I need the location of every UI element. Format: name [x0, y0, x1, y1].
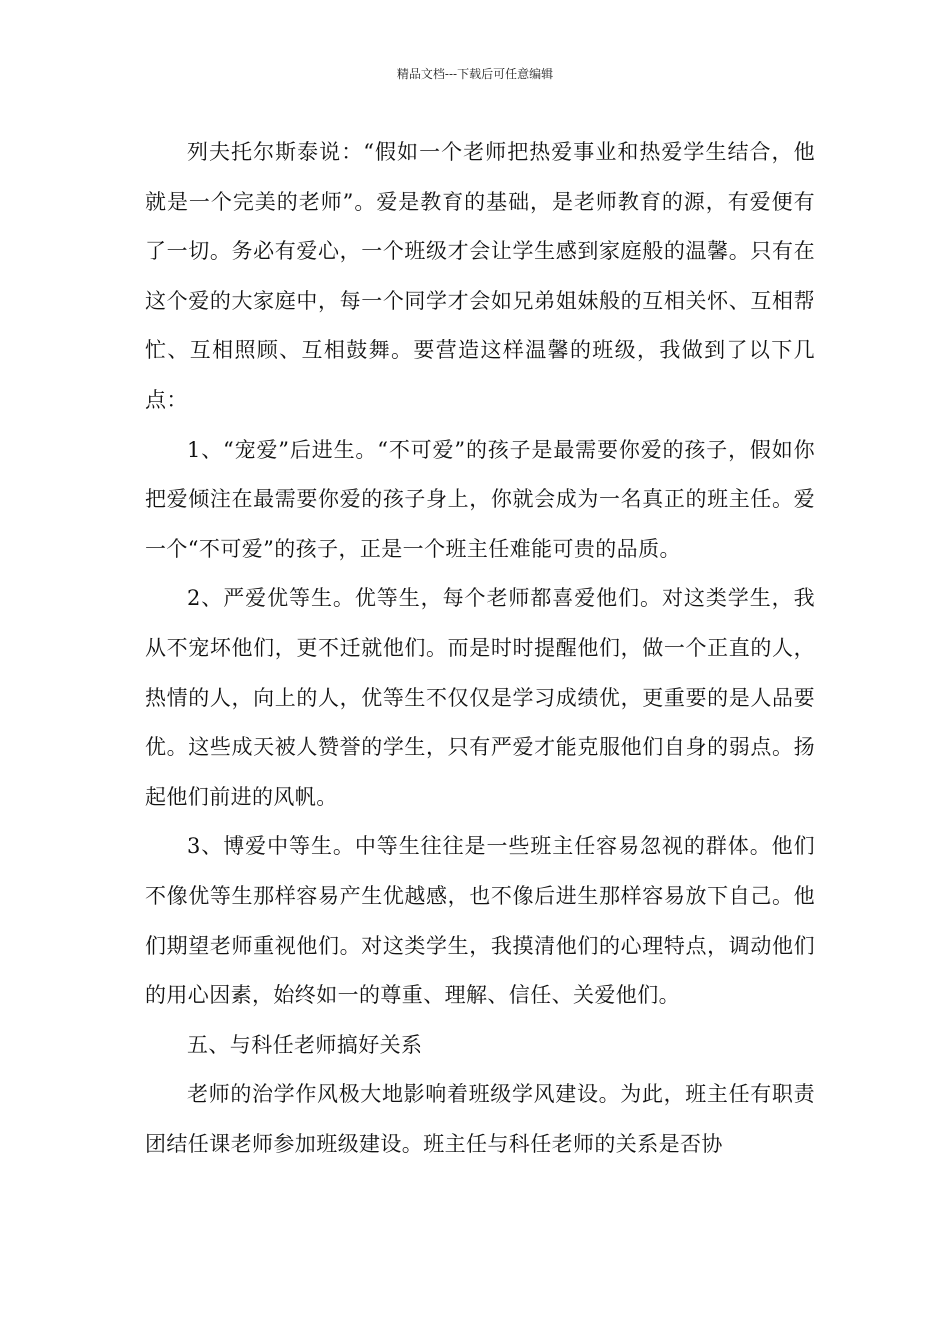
- paragraph-point-1: 1、“宠爱”后进生。“不可爱”的孩子是最需要你爱的孩子，假如你把爱倾注在最需要你爱的孩子身上，你就会成为一名真正的班主任。爱一个“不可爱”的孩子，正是一个班主任难能可贵的品质。: [145, 437, 815, 561]
- page-header: 精品文档---下载后可任意编辑: [396, 67, 554, 81]
- paragraph-point-3: 3、博爱中等生。中等生往往是一些班主任容易忽视的群体。他们不像优等生那样容易产生优越感，也不像后进生那样容易放下自己。他们期望老师重视他们。对这类学生，我摸清他们的心理特点，调动他们的用心因素，始终如一的尊重、理解、信任、关爱他们。: [145, 834, 815, 1008]
- paragraph-section-5: 老师的治学作风极大地影响着班级学风建设。为此，班主任有职责团结任课老师参加班级建设。班主任与科任老师的关系是否协: [145, 1082, 815, 1156]
- paragraph-intro: 列夫托尔斯泰说：“假如一个老师把热爱事业和热爱学生结合，他就是一个完美的老师”。爱是教育的基础，是老师教育的源，有爱便有了一切。务必有爱心，一个班级才会让学生感到家庭般的温馨。只有在这个爱的大家庭中，每一个同学才会如兄弟姐妹般的互相关怀、互相帮忙、互相照顾、互相鼓舞。要营造这样温馨的班级，我做到了以下几点：: [145, 140, 815, 412]
- document-body: [145, 128, 815, 1169]
- paragraph-point-2: 2、严爱优等生。优等生，每个老师都喜爱他们。对这类学生，我从不宠坏他们，更不迁就他们。而是时时提醒他们，做一个正直的人，热情的人，向上的人，优等生不仅仅是学习成绩优，更重要的是人品要优。这些成天被人赞誉的学生，只有严爱才能克服他们自身的弱点。扬起他们前进的风帆。: [145, 586, 815, 809]
- section-heading-5: 五、与科任老师搞好关系: [187, 1032, 423, 1057]
